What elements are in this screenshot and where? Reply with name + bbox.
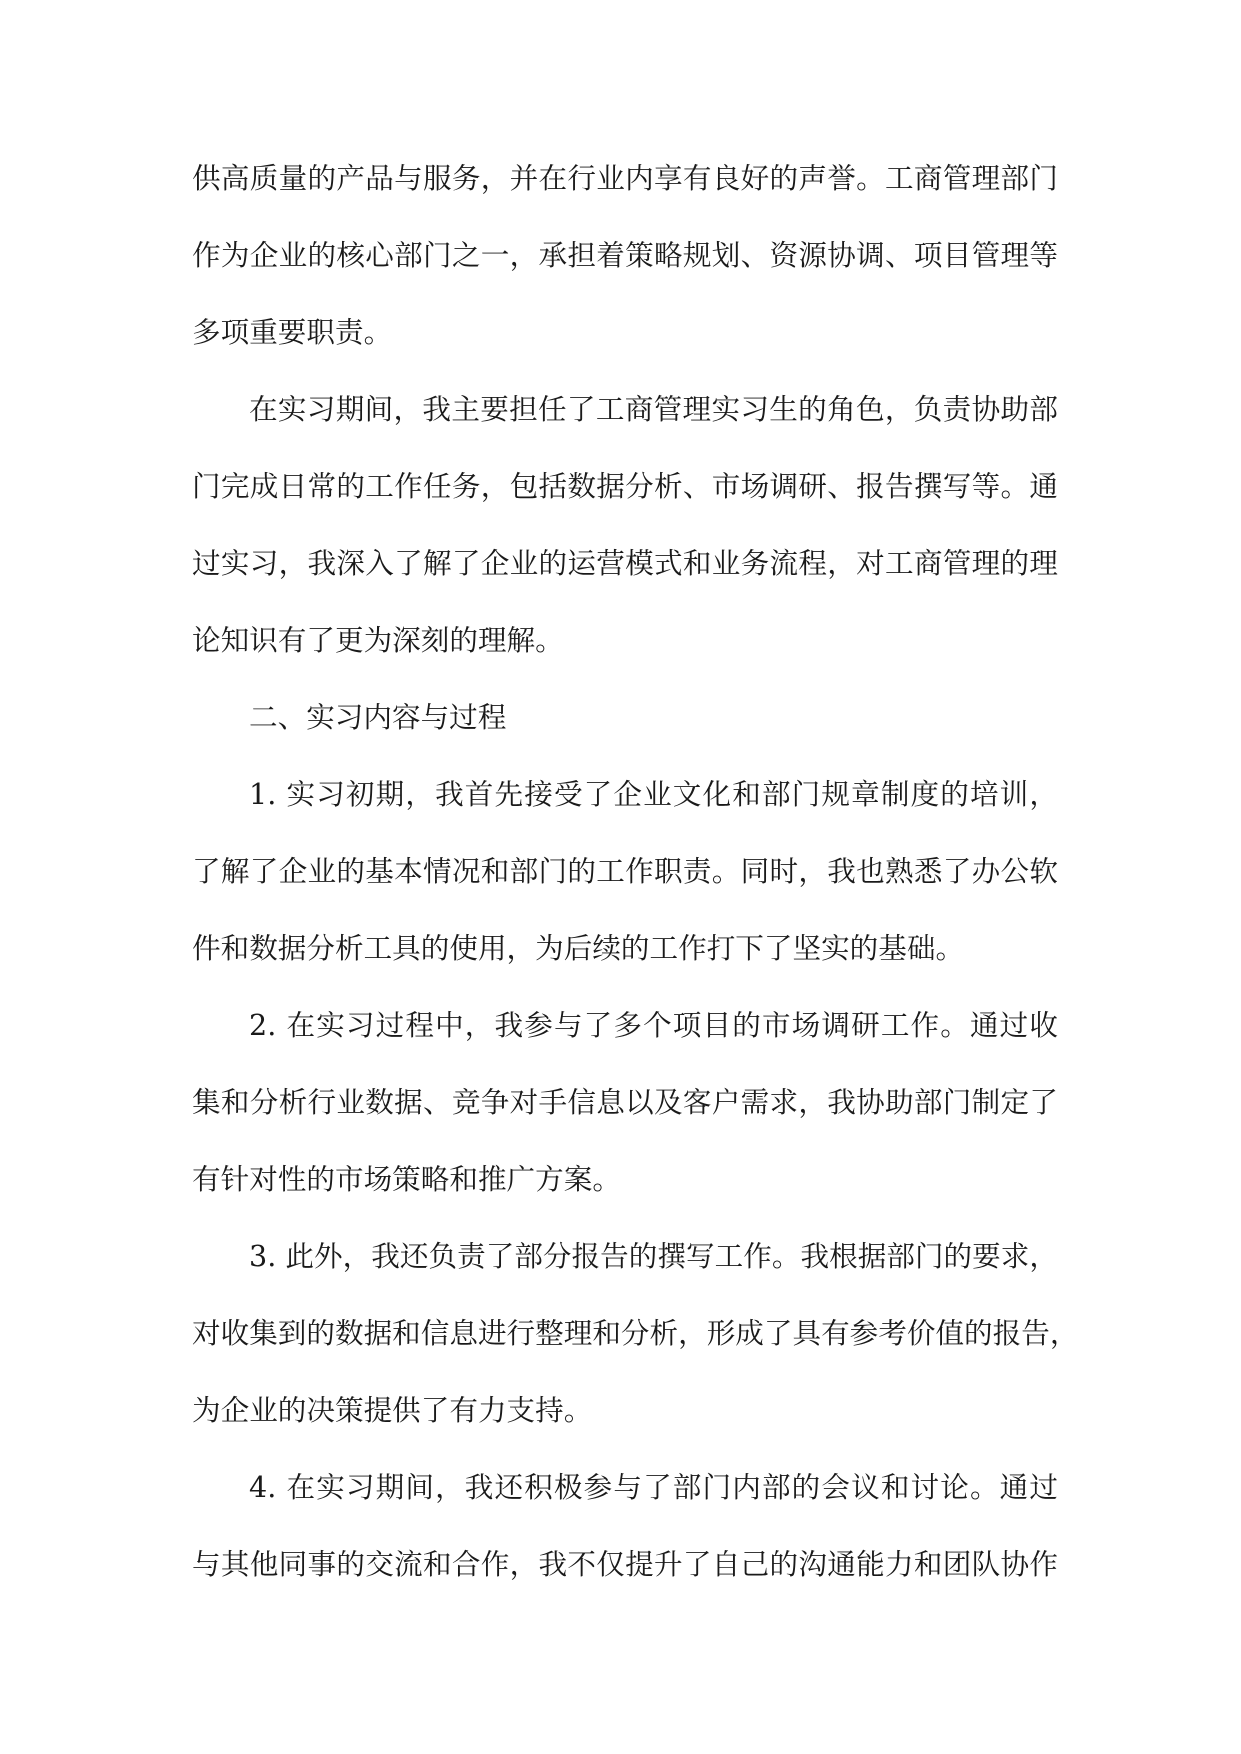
- text-line: 集和分析行业数据、竞争对手信息以及客户需求，我协助部门制定了: [192, 1085, 1058, 1119]
- text-line: 有针对性的市场策略和推广方案。: [192, 1162, 621, 1196]
- text-line: 论知识有了更为深刻的理解。: [192, 623, 564, 657]
- text-line: 在实习期间，我主要担任了工商管理实习生的角色，负责协助部: [249, 392, 1058, 426]
- text-line: 件和数据分析工具的使用，为后续的工作打下了坚实的基础。: [192, 931, 965, 965]
- text-line: 1. 实习初期，我首先接受了企业文化和部门规章制度的培训，: [249, 777, 1058, 811]
- text-line: 作为企业的核心部门之一，承担着策略规划、资源协调、项目管理等: [192, 238, 1058, 272]
- text-line: 为企业的决策提供了有力支持。: [192, 1393, 593, 1427]
- text-line: 了解了企业的基本情况和部门的工作职责。同时，我也熟悉了办公软: [192, 854, 1058, 888]
- text-line: 对收集到的数据和信息进行整理和分析，形成了具有参考价值的报告，: [192, 1316, 1079, 1350]
- text-line: 多项重要职责。: [192, 315, 393, 349]
- text-line: 过实习，我深入了解了企业的运营模式和业务流程，对工商管理的理: [192, 546, 1058, 580]
- text-line: 2. 在实习过程中，我参与了多个项目的市场调研工作。通过收: [249, 1008, 1058, 1042]
- text-line: 供高质量的产品与服务，并在行业内享有良好的声誉。工商管理部门: [192, 161, 1058, 195]
- text-line: 4. 在实习期间，我还积极参与了部门内部的会议和讨论。通过: [249, 1470, 1058, 1504]
- text-line: 与其他同事的交流和合作，我不仅提升了自己的沟通能力和团队协作: [192, 1547, 1058, 1581]
- text-line: 3. 此外，我还负责了部分报告的撰写工作。我根据部门的要求，: [249, 1239, 1058, 1273]
- text-line: 门完成日常的工作任务，包括数据分析、市场调研、报告撰写等。通: [192, 469, 1058, 503]
- section-heading: 二、实习内容与过程: [249, 700, 507, 734]
- document-body: [192, 140, 1079, 1603]
